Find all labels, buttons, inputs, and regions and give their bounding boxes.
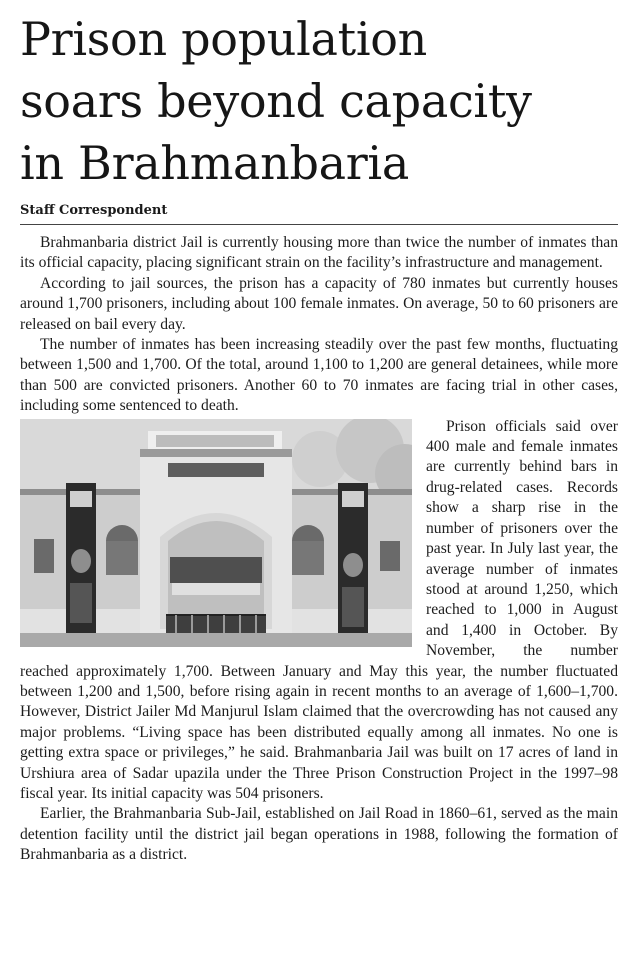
headline — [20, 8, 618, 194]
jail-gate-photo — [20, 419, 412, 647]
paragraph: Brahmanbaria district Jail is currently housing more than twice the number of inmates than its official capacity, placing significant strain on the facility’s infrastructure and management. — [20, 234, 618, 272]
paragraph: Prison officials said over 400 male and female inmates are currently behind bars in drug-related cases. Records show a sharp rise in the number of prisoners over the past year. In July last year, the average number of inmates stood at around 1,250, which reached to 1,000 in August and 1,400 in October. By November, the number reached approximately 1,700. Between January and May this year, the number fluctuated between 1,200 and 1,500, before rising again in recent months to an average of 1,600–1,700. However, District Jailer Md Manjurul Islam claimed that the overcrowding has not caused any major problems. “Living space has been distributed equally among all inmates. No one is getting extra space or privileges,” he said. Brahmanbaria Jail was built on 17 acres of land in Urshiura area of Sadar upazila under the Three Prison Construction Project in the 1997–98 fiscal year. Its initial capacity was 504 prisoners. — [20, 417, 618, 802]
byline-divider — [20, 224, 618, 225]
paragraph: According to jail sources, the prison has a capacity of 780 inmates but currently houses around 1,700 prisoners, including about 100 female inmates. On average, 50 to 60 prisoners are released on bail every day. — [20, 274, 618, 333]
paragraph: Earlier, the Brahmanbaria Sub-Jail, established on Jail Road in 1860–61, served as the main detention facility until the district jail began operations in 1988, following the formation of Brahmanbaria as a district. — [20, 805, 618, 864]
headline-line: Prison population — [20, 12, 427, 66]
paragraph: The number of inmates has been increasing steadily over the past few months, fluctuating between 1,500 and 1,700. Of the total, around 1,100 to 1,200 are general detainees, while more than 500 are convicted prisoners. Another 60 to 70 inmates are facing trial in other cases, including some sentenced to death. — [20, 336, 618, 415]
headline-line: in Brahmanbaria — [20, 136, 409, 190]
byline: Staff Correspondent — [20, 203, 168, 218]
article-body — [20, 233, 618, 866]
headline-line: soars beyond capacity — [20, 74, 532, 128]
